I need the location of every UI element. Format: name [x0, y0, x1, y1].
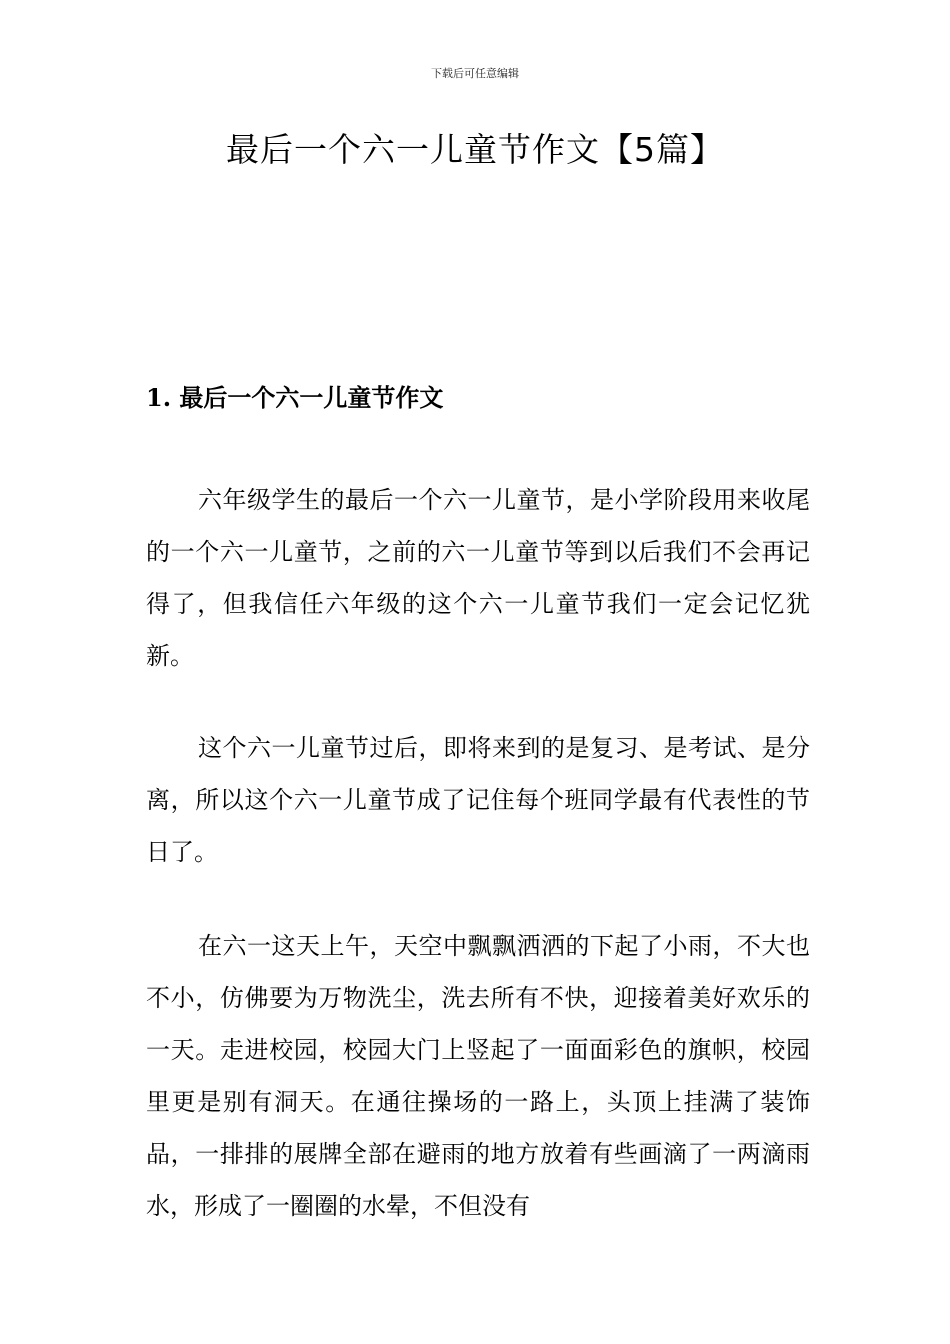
- paragraph-3: 在六一这天上午，天空中飘飘洒洒的下起了小雨，不大也不小，仿佛要为万物洗尘，洗去所有不快，迎接着美好欢乐的一天。走进校园，校园大门上竖起了一面面彩色的旗帜，校园里更是别有洞天。在通往操场的一路上，头顶上挂满了装饰品，一排排的展牌全部在避雨的地方放着有些画滴了一两滴雨水，形成了一圈圈的水晕，不但没有: [146, 932, 810, 1220]
- paragraph-1: 六年级学生的最后一个六一儿童节，是小学阶段用来收尾的一个六一儿童节，之前的六一儿童节等到以后我们不会再记得了，但我信任六年级的这个六一儿童节我们一定会记忆犹新。: [146, 486, 810, 670]
- document-title: 最后一个六一儿童节作文【5篇】: [226, 130, 724, 169]
- paragraph-2: 这个六一儿童节过后，即将来到的是复习、是考试、是分离，所以这个六一儿童节成了记住每个班同学最有代表性的节日了。: [146, 734, 810, 866]
- section-heading: 1. 最后一个六一儿童节作文: [146, 383, 444, 412]
- header-note: 下载后可任意编辑: [431, 67, 519, 80]
